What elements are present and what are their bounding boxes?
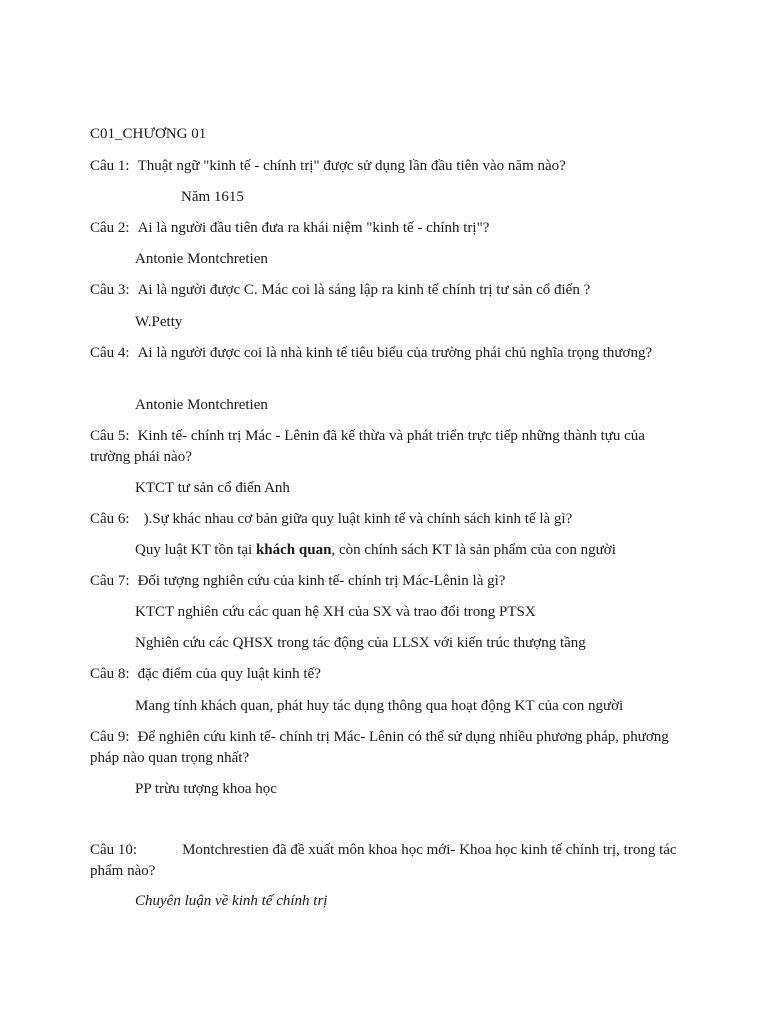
question-number: Câu 10: — [90, 842, 138, 858]
answer-10: Chuyên luận về kinh tế chính trị — [135, 893, 328, 909]
answer-3: W.Petty — [135, 314, 183, 330]
question-text: Ai là người đầu tiên đưa ra khái niệm "kinh tế - chính trị"? — [137, 220, 490, 236]
question-3 — [90, 280, 590, 301]
question-text: ).Sự khác nhau cơ bản giữa quy luật kinh tế và chính sách kinh tế là gì? — [143, 511, 573, 527]
question-text: đặc điểm của quy luật kinh tế? — [137, 666, 321, 682]
question-number: Câu 5: — [90, 428, 130, 444]
question-text: Ai là người được coi là nhà kinh tế tiêu biểu của trường phái chủ nghĩa trọng thương? — [137, 345, 653, 361]
question-number: Câu 9: — [90, 729, 130, 745]
question-text: Ai là người được C. Mác coi là sáng lập ra kinh tế chính trị tư sản cổ điển ? — [137, 282, 591, 298]
question-1 — [90, 156, 566, 177]
question-number: Câu 4: — [90, 345, 130, 361]
answer-2: Antonie Montchretien — [135, 251, 268, 267]
question-2 — [90, 218, 489, 239]
answer-7b: Nghiên cứu các QHSX trong tác động của LLSX với kiến trúc thượng tầng — [135, 635, 586, 651]
question-number: Câu 7: — [90, 573, 130, 589]
question-text: Montchrestien đã đề xuất môn khoa học mới- Khoa học kinh tế chính trị, trong tác phẩm nào? — [90, 842, 677, 879]
question-text: Để nghiên cứu kinh tế- chính trị Mác- Lênin có thể sử dụng nhiều phương pháp, phương pháp nào quan trọng nhất? — [90, 729, 669, 766]
chapter-title: C01_CHƯƠNG 01 — [90, 126, 207, 142]
question-text: Thuật ngữ "kinh tế - chính trị" được sử dụng lần đầu tiên vào năm nào? — [137, 158, 566, 174]
question-number: Câu 8: — [90, 666, 130, 682]
question-number: Câu 2: — [90, 220, 130, 236]
question-text: Kinh tế- chính trị Mác - Lênin đã kế thừa và phát triển trực tiếp những thành tựu của trường phái nào? — [90, 428, 645, 465]
question-text: Đối tượng nghiên cứu của kinh tế- chính trị Mác-Lênin là gì? — [137, 573, 506, 589]
question-number: Câu 1: — [90, 158, 130, 174]
question-10 — [90, 840, 680, 882]
answer-5: KTCT tư sản cổ điển Anh — [135, 480, 290, 496]
question-4 — [90, 343, 680, 364]
answer-8: Mang tính khách quan, phát huy tác dụng thông qua hoạt động KT của con người — [135, 698, 624, 714]
answer-bold-text: khách quan — [255, 542, 332, 558]
answer-4: Antonie Montchretien — [135, 397, 268, 413]
question-7 — [90, 571, 505, 592]
answer-text: , còn chính sách KT là sản phẩm của con người — [331, 542, 616, 558]
answer-9: PP trừu tượng khoa học — [135, 781, 277, 797]
answer-6 — [135, 540, 616, 561]
question-8 — [90, 664, 321, 685]
question-6 — [90, 509, 572, 530]
answer-1: Năm 1615 — [181, 189, 244, 205]
question-9 — [90, 727, 680, 769]
answer-7a: KTCT nghiên cứu các quan hệ XH của SX và trao đổi trong PTSX — [135, 604, 536, 620]
question-number: Câu 3: — [90, 282, 130, 298]
question-5 — [90, 426, 680, 468]
question-number: Câu 6: — [90, 511, 130, 527]
answer-text: Quy luật KT tồn tại — [135, 542, 256, 558]
